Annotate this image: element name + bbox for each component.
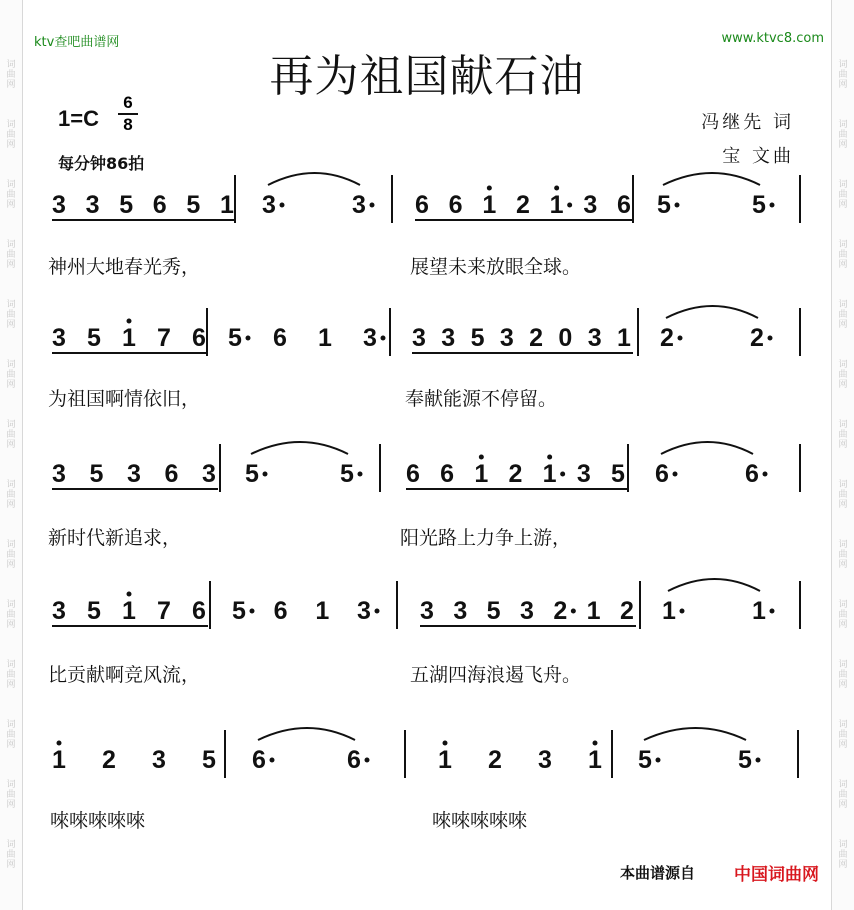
duration-dot — [370, 203, 375, 208]
lyric-line: 为祖国啊情依旧， — [48, 388, 201, 410]
watermark-mark: 词 曲 网 — [838, 240, 848, 270]
watermark-mark: 词 曲 网 — [6, 360, 16, 390]
tie-arc — [644, 728, 746, 740]
note-digit: 6 — [252, 746, 266, 774]
note-digit: 1 — [474, 460, 489, 488]
note-digit: 3 — [363, 324, 377, 352]
note-digit: 6 — [617, 191, 631, 219]
note-digit: 5 — [119, 191, 134, 219]
watermark-mark: 词 曲 网 — [6, 780, 16, 810]
watermark-mark: 词 曲 网 — [838, 360, 848, 390]
note-digit: 3 — [587, 324, 602, 352]
lyric-line: 奉献能源不停留。 — [405, 388, 558, 410]
duration-dot — [571, 609, 576, 614]
watermark-mark: 词 曲 网 — [838, 780, 848, 810]
source-label: 本曲谱源自 — [620, 864, 696, 882]
octave-dot — [593, 741, 598, 746]
watermark-mark: 词 曲 网 — [838, 120, 848, 150]
watermark-mark: 词 曲 网 — [6, 660, 16, 690]
watermark-mark: 词 曲 网 — [838, 300, 848, 330]
brand-link[interactable]: 中国词曲网 — [734, 865, 819, 885]
note-digit: 2 — [553, 597, 568, 625]
note-digit: 5 — [738, 746, 752, 774]
note-digit: 6 — [273, 324, 287, 352]
note-digit: 6 — [192, 597, 206, 625]
lyric-line: 唻唻唻唻唻 — [432, 810, 528, 832]
note-digit: 2 — [516, 191, 530, 219]
key-signature: 1=C — [58, 106, 99, 131]
lyric-line: 展望未来放眼全球。 — [410, 256, 582, 278]
tie-arc — [251, 442, 348, 454]
note-digit: 6 — [440, 460, 455, 488]
site-url-link[interactable]: www.ktvc8.com — [721, 31, 824, 46]
duration-dot — [270, 758, 275, 763]
duration-dot — [365, 758, 370, 763]
lyric-line: 新时代新追求， — [48, 527, 182, 549]
note-digit: 6 — [164, 460, 179, 488]
note-digit: 3 — [152, 746, 166, 774]
note-digit: 6 — [406, 460, 420, 488]
duration-dot — [756, 758, 761, 763]
lyricist-credit: 冯继先 词 — [701, 112, 794, 133]
duration-dot — [770, 203, 775, 208]
duration-dot — [656, 758, 661, 763]
note-digit: 2 — [660, 324, 674, 352]
watermark-mark: 词 曲 网 — [838, 180, 848, 210]
watermark-mark: 词 曲 网 — [6, 720, 16, 750]
watermark-mark: 词 曲 网 — [6, 60, 16, 90]
lyric-line: 五湖四海浪遏飞舟。 — [410, 664, 582, 686]
composer-credit: 宝 文曲 — [722, 146, 794, 167]
watermark-mark: 词 曲 网 — [6, 180, 16, 210]
note-digit: 6 — [192, 324, 206, 352]
note-digit: 2 — [750, 324, 764, 352]
time-signature-numerator: 6 — [123, 93, 133, 112]
watermark-mark: 词 曲 网 — [838, 660, 848, 690]
note-digit: 5 — [245, 460, 259, 488]
note-digit: 3 — [262, 191, 276, 219]
octave-dot — [547, 455, 552, 460]
note-digit: 3 — [538, 746, 552, 774]
duration-dot — [680, 609, 685, 614]
note-digit: 3 — [520, 597, 534, 625]
note-digit: 7 — [157, 324, 171, 352]
octave-dot — [127, 592, 132, 597]
duration-dot — [567, 203, 572, 208]
note-digit: 1 — [586, 597, 601, 625]
note-digit: 2 — [620, 597, 634, 625]
note-digit: 1 — [542, 460, 557, 488]
note-digit: 3 — [52, 597, 66, 625]
note-digit: 1 — [220, 191, 234, 219]
note-digit: 1 — [662, 597, 676, 625]
note-digit: 1 — [588, 746, 602, 774]
note-digit: 3 — [85, 191, 100, 219]
duration-dot — [375, 609, 380, 614]
watermark-mark: 词 曲 网 — [838, 840, 848, 870]
note-digit: 3 — [352, 191, 366, 219]
note-digit: 1 — [752, 597, 766, 625]
note-digit: 3 — [357, 597, 371, 625]
watermark-mark: 词 曲 网 — [838, 480, 848, 510]
note-digit: 5 — [657, 191, 671, 219]
duration-dot — [678, 336, 683, 341]
duration-dot — [250, 609, 255, 614]
watermark-mark: 词 曲 网 — [838, 420, 848, 450]
note-digit: 1 — [549, 191, 564, 219]
note-digit: 3 — [453, 597, 468, 625]
note-digit: 3 — [52, 460, 66, 488]
note-digit: 3 — [576, 460, 591, 488]
tie-arc — [668, 579, 760, 591]
note-digit: 2 — [488, 746, 502, 774]
tie-arc — [666, 306, 758, 318]
octave-dot — [479, 455, 484, 460]
note-digit: 3 — [441, 324, 456, 352]
duration-dot — [263, 472, 268, 477]
duration-dot — [358, 472, 363, 477]
note-digit: 6 — [745, 460, 759, 488]
note-digit: 5 — [186, 191, 201, 219]
duration-dot — [246, 336, 251, 341]
watermark-mark: 词 曲 网 — [838, 720, 848, 750]
watermark-mark: 词 曲 网 — [838, 60, 848, 90]
octave-dot — [57, 741, 62, 746]
tie-arc — [663, 173, 760, 185]
octave-dot — [554, 186, 559, 191]
duration-dot — [675, 203, 680, 208]
note-digit: 5 — [228, 324, 242, 352]
note-digit: 6 — [152, 191, 167, 219]
note-digit: 3 — [420, 597, 434, 625]
note-digit: 1 — [617, 324, 631, 352]
note-digit: 6 — [655, 460, 669, 488]
watermark-mark: 词 曲 网 — [6, 480, 16, 510]
note-digit: 2 — [102, 746, 116, 774]
watermark-mark: 词 曲 网 — [6, 240, 16, 270]
note-digit: 6 — [347, 746, 361, 774]
lyric-line: 唻唻唻唻唻 — [50, 810, 146, 832]
note-digit: 6 — [448, 191, 463, 219]
watermark-mark: 词 曲 网 — [6, 840, 16, 870]
watermark-mark: 词 曲 网 — [838, 540, 848, 570]
note-digit: 3 — [499, 324, 514, 352]
note-digit: 5 — [340, 460, 354, 488]
watermark-mark: 词 曲 网 — [6, 300, 16, 330]
watermark-mark: 词 曲 网 — [6, 540, 16, 570]
note-digit: 1 — [315, 597, 330, 625]
note-digit: 7 — [157, 597, 171, 625]
song-title: 再为祖国献石油 — [269, 51, 585, 102]
note-digit: 5 — [232, 597, 246, 625]
duration-dot — [770, 609, 775, 614]
watermark-mark: 词 曲 网 — [6, 600, 16, 630]
lyric-line: 神州大地春光秀， — [48, 256, 201, 278]
octave-dot — [443, 741, 448, 746]
note-digit: 2 — [508, 460, 523, 488]
note-digit: 3 — [127, 460, 141, 488]
note-digit: 1 — [122, 324, 136, 352]
tie-arc — [268, 173, 360, 185]
note-digit: 0 — [558, 324, 573, 352]
octave-dot — [127, 319, 132, 324]
note-digit: 1 — [438, 746, 452, 774]
note-digit: 5 — [87, 597, 101, 625]
duration-dot — [381, 336, 386, 341]
note-digit: 1 — [318, 324, 332, 352]
watermark-mark: 词 曲 网 — [6, 420, 16, 450]
note-digit: 5 — [638, 746, 652, 774]
time-signature-denominator: 8 — [118, 113, 138, 135]
note-digit: 1 — [52, 746, 66, 774]
watermark-mark: 词 曲 网 — [838, 600, 848, 630]
note-digit: 5 — [89, 460, 104, 488]
duration-dot — [763, 472, 768, 477]
note-digit: 3 — [412, 324, 426, 352]
note-digit: 2 — [529, 324, 544, 352]
duration-dot — [560, 472, 565, 477]
note-digit: 5 — [486, 597, 501, 625]
note-digit: 1 — [482, 191, 497, 219]
note-digit: 3 — [52, 324, 66, 352]
watermark-mark: 词 曲 网 — [6, 120, 16, 150]
tie-arc — [661, 442, 753, 454]
note-digit: 3 — [52, 191, 66, 219]
note-digit: 5 — [752, 191, 766, 219]
octave-dot — [487, 186, 492, 191]
note-digit: 6 — [273, 597, 288, 625]
duration-dot — [768, 336, 773, 341]
note-digit: 1 — [122, 597, 136, 625]
tie-arc — [258, 728, 355, 740]
tempo-marking: 每分钟86拍 — [58, 154, 145, 173]
note-digit: 5 — [202, 746, 216, 774]
lyric-line: 阳光路上力争上游， — [400, 527, 572, 549]
site-name-label: ktv查吧曲谱网 — [34, 35, 120, 50]
note-digit: 5 — [470, 324, 485, 352]
lyric-line: 比贡献啊竞风流， — [48, 664, 201, 686]
note-digit: 5 — [611, 460, 625, 488]
duration-dot — [280, 203, 285, 208]
note-digit: 6 — [415, 191, 429, 219]
note-digit: 3 — [202, 460, 216, 488]
note-digit: 5 — [87, 324, 101, 352]
duration-dot — [673, 472, 678, 477]
note-digit: 3 — [583, 191, 598, 219]
